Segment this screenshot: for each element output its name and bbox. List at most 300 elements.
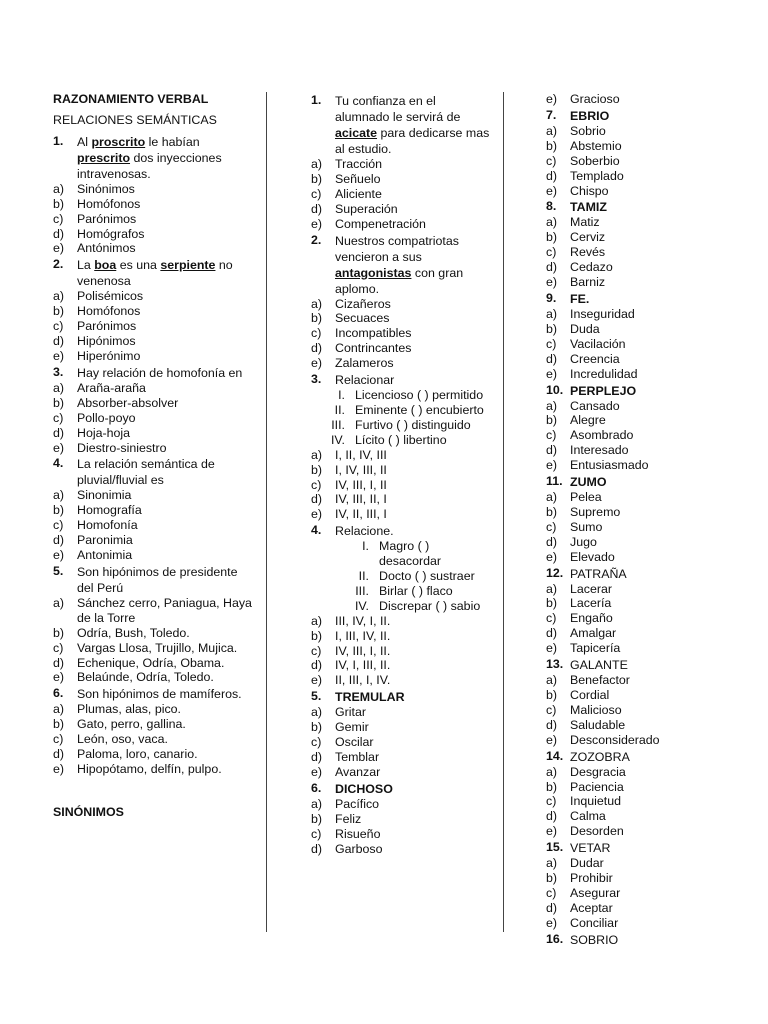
- question-s3: 3. Relacionar: [311, 372, 395, 388]
- match-item: [311, 403, 493, 418]
- option-letter: b): [546, 230, 558, 245]
- option-row: [546, 275, 746, 290]
- option-text: IV, III, I, II: [335, 477, 387, 492]
- option-row: [311, 629, 493, 644]
- option-letter: a): [311, 296, 323, 311]
- option-letter: b): [546, 596, 558, 611]
- options-q5: [53, 596, 253, 685]
- option-letter: d): [53, 747, 65, 762]
- option-letter: a): [546, 398, 558, 413]
- option-text: Pacífico: [335, 796, 380, 811]
- option-text: Amalgar: [570, 626, 617, 641]
- option-row: [311, 614, 493, 629]
- option-text: Chispo: [570, 183, 609, 198]
- option-row: [53, 762, 253, 777]
- option-letter: d): [53, 533, 65, 548]
- option-letter: a): [53, 595, 65, 610]
- option-letter: c): [546, 153, 557, 168]
- option-row: [546, 535, 746, 550]
- option-text: Paciencia: [570, 779, 624, 794]
- page-title: RAZONAMIENTO VERBAL: [53, 92, 209, 106]
- option-text: Antonimia: [77, 548, 133, 563]
- option-text: Araña-araña: [77, 380, 146, 395]
- question-s7: 7. EBRIO: [546, 107, 610, 123]
- option-text: Zalameros: [335, 356, 394, 371]
- question-5: 5. Son hipónimos de presidente del Perú: [53, 563, 238, 595]
- option-letter: e): [311, 507, 323, 522]
- option-letter: b): [311, 462, 323, 477]
- option-row: [311, 463, 493, 478]
- question-s8: 8. TAMIZ: [546, 199, 607, 215]
- question-1: 1. Al proscrito le habían prescrito dos inyecciones intravenosas.: [53, 133, 222, 181]
- option-letter: e): [311, 673, 323, 688]
- option-row: [311, 705, 493, 720]
- option-letter: e): [546, 275, 558, 290]
- option-letter: a): [546, 764, 558, 779]
- option-text: Temblar: [335, 750, 380, 764]
- option-row: [546, 139, 746, 154]
- option-letter: d): [546, 717, 558, 732]
- match-items-s4: [311, 539, 493, 614]
- option-row: [546, 856, 746, 871]
- option-text: Abstemio: [570, 138, 622, 153]
- option-letter: b): [53, 196, 65, 211]
- option-text: Homófonos: [77, 304, 141, 319]
- option-row: [53, 732, 253, 747]
- option-letter: a): [546, 673, 558, 688]
- option-row: [546, 824, 746, 839]
- option-row: [546, 550, 746, 565]
- option-text: Dudar: [570, 856, 604, 871]
- options-s4: [311, 614, 493, 689]
- match-items-s3: [311, 388, 493, 448]
- option-letter: c): [546, 794, 557, 809]
- option-row: [53, 596, 253, 626]
- option-text: Echenique, Odría, Obama.: [77, 655, 225, 670]
- option-letter: e): [311, 216, 323, 231]
- options-s13: [546, 673, 746, 748]
- option-row: [546, 901, 746, 916]
- option-row: [546, 337, 746, 352]
- option-row: [53, 548, 253, 563]
- option-row: [53, 702, 253, 717]
- option-row: [53, 227, 253, 242]
- option-text: Avanzar: [335, 764, 381, 779]
- option-letter: c): [53, 319, 64, 334]
- option-text: Paloma, loro, canario.: [77, 747, 198, 762]
- option-row: [53, 349, 253, 364]
- option-letter: e): [546, 915, 558, 930]
- option-letter: a): [311, 705, 323, 720]
- match-item-text: Lícito ( ) libertino: [355, 432, 447, 447]
- options-s15: [546, 856, 746, 931]
- option-text: Sobrio: [570, 123, 606, 138]
- option-letter: b): [311, 628, 323, 643]
- option-letter: a): [53, 181, 65, 196]
- option-text: Homófonos: [77, 196, 141, 211]
- option-text: Gemir: [335, 720, 369, 735]
- option-row: [311, 720, 493, 735]
- option-text: Feliz: [335, 811, 362, 826]
- question-s2: 2. Nuestros compatriotas vencieron a sus antagonistas con gran aplomo.: [311, 232, 464, 296]
- option-text: Barniz: [570, 275, 606, 290]
- option-letter: d): [546, 809, 558, 824]
- option-row: [311, 187, 493, 202]
- option-text: I, III, IV, II.: [335, 628, 391, 643]
- option-row: [311, 658, 493, 673]
- option-letter: e): [546, 824, 558, 839]
- option-letter: d): [53, 655, 65, 670]
- option-row: [546, 505, 746, 520]
- option-letter: e): [546, 732, 558, 747]
- option-letter: d): [546, 260, 558, 275]
- option-text: Engaño: [570, 611, 613, 626]
- option-text: Desorden: [570, 824, 624, 839]
- option-letter: b): [53, 503, 65, 518]
- option-row: [546, 641, 746, 656]
- option-row: [546, 124, 746, 139]
- option-letter: d): [53, 334, 65, 349]
- page-subtitle: RELACIONES SEMÁNTICAS: [53, 112, 217, 127]
- option-letter: a): [53, 289, 65, 304]
- option-letter: a): [546, 581, 558, 596]
- option-text: Cordial: [570, 688, 610, 702]
- option-row: [53, 241, 253, 256]
- match-item: [311, 433, 493, 448]
- option-row: [546, 399, 746, 414]
- option-letter: b): [53, 717, 65, 732]
- option-text: León, oso, vaca.: [77, 732, 168, 747]
- option-letter: c): [546, 428, 557, 443]
- option-row: [311, 750, 493, 765]
- column-3: [546, 92, 746, 948]
- option-row: [311, 644, 493, 659]
- option-row: [53, 626, 253, 641]
- option-row: [53, 533, 253, 548]
- option-text: Homógrafos: [77, 226, 145, 241]
- option-text: III, IV, I, II.: [335, 613, 391, 628]
- option-text: Homofonía: [77, 518, 138, 533]
- option-row: [311, 492, 493, 507]
- roman-numeral: II.: [334, 402, 345, 417]
- question-s15: 15. VETAR: [546, 840, 611, 856]
- option-text: Lacería: [570, 596, 612, 611]
- option-row: [546, 230, 746, 245]
- option-row: [546, 626, 746, 641]
- match-item-text: Docto ( ) sustraer: [379, 569, 475, 584]
- option-letter: a): [311, 157, 323, 171]
- option-letter: e): [53, 348, 65, 363]
- option-row: [53, 518, 253, 533]
- option-text: Cedazo: [570, 260, 613, 275]
- option-row: [53, 381, 253, 396]
- option-letter: b): [546, 413, 558, 428]
- option-row: [546, 794, 746, 809]
- option-letter: e): [53, 670, 65, 685]
- option-row: [311, 202, 493, 217]
- option-letter: b): [546, 871, 558, 886]
- option-letter: c): [53, 518, 64, 533]
- option-text: Templado: [570, 168, 624, 183]
- option-row: [546, 458, 746, 473]
- option-text: Hoja-hoja: [77, 425, 131, 440]
- option-row: [546, 520, 746, 535]
- option-row: [53, 182, 253, 197]
- option-text: Parónimos: [77, 319, 137, 334]
- option-text: I, II, IV, III: [335, 447, 387, 462]
- option-letter: d): [311, 341, 323, 356]
- option-row: [311, 842, 493, 857]
- option-row: [546, 307, 746, 322]
- option-text: Cansado: [570, 398, 620, 413]
- option-row: [546, 582, 746, 597]
- match-item: [311, 539, 493, 569]
- option-text: Plumas, alas, pico.: [77, 702, 181, 717]
- option-row: [546, 673, 746, 688]
- question-3: 3. Hay relación de homofonía en: [53, 364, 243, 380]
- option-letter: d): [311, 841, 323, 856]
- roman-numeral: II.: [358, 569, 369, 584]
- option-row: [546, 428, 746, 443]
- match-item: [311, 388, 493, 403]
- option-row: [53, 641, 253, 656]
- option-letter: d): [311, 492, 323, 507]
- option-letter: c): [546, 702, 557, 717]
- option-letter: a): [546, 306, 558, 321]
- option-letter: d): [546, 626, 558, 641]
- option-text: Interesado: [570, 443, 629, 458]
- option-row: [311, 507, 493, 522]
- option-text: Desgracia: [570, 764, 626, 779]
- question-s14: 14. ZOZOBRA: [546, 748, 630, 764]
- option-text: Duda: [570, 321, 600, 336]
- option-row: [546, 490, 746, 505]
- option-row: [546, 611, 746, 626]
- option-text: IV, I, III, II.: [335, 658, 391, 673]
- question-s12: 12. PATRAÑA: [546, 565, 627, 581]
- option-text: Entusiasmado: [570, 458, 649, 473]
- roman-numeral: IV.: [354, 598, 369, 613]
- option-row: [311, 673, 493, 688]
- option-text: Desconsiderado: [570, 732, 660, 747]
- option-letter: c): [53, 410, 64, 425]
- option-text: II, III, I, IV.: [335, 673, 391, 688]
- match-item-text: Licencioso ( ) permitido: [355, 388, 484, 403]
- option-text: Diestro-siniestro: [77, 440, 167, 455]
- option-letter: c): [546, 519, 557, 534]
- option-letter: c): [546, 336, 557, 351]
- option-text: Alegre: [570, 413, 606, 428]
- option-row: [311, 356, 493, 371]
- option-row: [53, 747, 253, 762]
- option-text: Tapicería: [570, 641, 621, 656]
- option-letter: a): [53, 380, 65, 395]
- options-s1: [311, 157, 493, 232]
- option-text: Creencia: [570, 351, 620, 366]
- option-row: [546, 688, 746, 703]
- match-item-text: Birlar ( ) flaco: [379, 583, 453, 598]
- question-s5: 5. TREMULAR: [311, 689, 405, 705]
- option-row: [311, 812, 493, 827]
- options-s7: [546, 124, 746, 199]
- option-text: Gato, perro, gallina.: [77, 717, 186, 732]
- options-s14: [546, 765, 746, 840]
- option-row: [311, 478, 493, 493]
- options-s9: [546, 307, 746, 382]
- match-item-text: Magro ( ) desacordar: [379, 539, 441, 569]
- option-letter: c): [311, 186, 322, 201]
- option-row: [53, 212, 253, 227]
- option-letter: b): [53, 395, 65, 410]
- option-text: Vargas Llosa, Trujillo, Mujica.: [77, 640, 238, 655]
- option-row: [53, 304, 253, 319]
- option-text: IV, III, I, II.: [335, 643, 391, 658]
- option-row: [311, 172, 493, 187]
- option-letter: a): [546, 856, 558, 871]
- options-s3: [311, 448, 493, 523]
- option-text: Aliciente: [335, 186, 382, 201]
- option-row: [311, 157, 493, 172]
- roman-numeral: I.: [362, 539, 369, 554]
- option-letter: b): [546, 688, 558, 702]
- option-text: Calma: [570, 809, 606, 824]
- options-s12: [546, 582, 746, 657]
- option-text: Oscilar: [335, 735, 374, 750]
- option-text: Jugo: [570, 534, 597, 549]
- question-6: 6. Son hipónimos de mamíferos.: [53, 686, 242, 702]
- roman-numeral: III.: [331, 417, 345, 432]
- options-q3: [53, 381, 253, 456]
- option-letter: e): [53, 440, 65, 455]
- option-letter: d): [546, 168, 558, 183]
- option-letter: d): [546, 900, 558, 915]
- option-row: [546, 718, 746, 733]
- option-row: [311, 217, 493, 232]
- option-letter: e): [311, 764, 323, 779]
- option-row: [546, 215, 746, 230]
- option-text: Antónimos: [77, 241, 136, 256]
- option-letter: b): [311, 171, 323, 186]
- option-letter: e): [546, 549, 558, 564]
- question-s4: 4. Relacione.: [311, 523, 394, 539]
- option-row: [546, 765, 746, 780]
- option-letter: d): [546, 443, 558, 458]
- option-letter: e): [546, 366, 558, 381]
- question-s11: 11. ZUMO: [546, 474, 607, 490]
- option-letter: a): [546, 215, 558, 230]
- option-text: Aceptar: [570, 900, 613, 915]
- option-text: Incredulidad: [570, 366, 638, 381]
- option-text: Risueño: [335, 826, 381, 841]
- option-row: [53, 488, 253, 503]
- option-text: Absorber-absolver: [77, 395, 179, 410]
- option-letter: b): [311, 720, 323, 735]
- option-text: I, IV, III, II: [335, 462, 387, 477]
- option-row: [53, 441, 253, 456]
- question-s16: 16. SOBRIO: [546, 931, 619, 947]
- match-item: [311, 418, 493, 433]
- option-letter: d): [311, 201, 323, 216]
- option-text: Saludable: [570, 717, 626, 732]
- option-row: [546, 260, 746, 275]
- option-text: Contrincantes: [335, 341, 412, 356]
- option-row: e) Gracioso: [546, 92, 620, 106]
- roman-numeral: IV.: [330, 432, 345, 447]
- option-letter: d): [311, 658, 323, 673]
- question-s1: 1. Tu confianza en el alumnado le servirá de acicate para dedicarse mas al estudio.: [311, 93, 490, 156]
- option-row: [311, 765, 493, 780]
- option-row: [53, 334, 253, 349]
- option-row: [311, 735, 493, 750]
- option-text: Hiperónimo: [77, 348, 141, 363]
- option-letter: c): [311, 826, 322, 841]
- option-text: Compenetración: [335, 216, 426, 231]
- option-letter: e): [546, 641, 558, 656]
- option-row: [546, 596, 746, 611]
- option-letter: d): [546, 351, 558, 366]
- option-text: Gritar: [335, 705, 366, 720]
- option-text: Cerviz: [570, 230, 606, 245]
- option-letter: d): [546, 534, 558, 549]
- option-text: Vacilación: [570, 336, 626, 351]
- option-text: Prohibir: [570, 871, 613, 886]
- option-letter: c): [546, 885, 557, 900]
- option-row: [546, 703, 746, 718]
- option-row: [546, 413, 746, 428]
- roman-numeral: III.: [355, 583, 369, 598]
- option-letter: e): [546, 183, 558, 198]
- column-divider-1: [266, 92, 267, 932]
- option-letter: b): [53, 304, 65, 319]
- option-text: Homografía: [77, 503, 142, 518]
- option-letter: c): [53, 732, 64, 747]
- option-letter: e): [53, 241, 65, 256]
- option-text: Malicioso: [570, 702, 622, 717]
- match-item: [311, 584, 493, 599]
- option-row: [546, 184, 746, 199]
- match-item-text: Furtivo ( ) distinguido: [355, 417, 471, 432]
- question-s6: 6. DICHOSO: [311, 780, 393, 796]
- option-row: [546, 352, 746, 367]
- question-2: 2. La boa es una serpiente no venenosa: [53, 257, 233, 289]
- roman-numeral: I.: [338, 388, 345, 403]
- option-row: [311, 341, 493, 356]
- option-row: [53, 319, 253, 334]
- option-letter: e): [546, 458, 558, 473]
- question-4: 4. La relación semántica de pluvial/fluvial es: [53, 456, 215, 488]
- option-text: Matiz: [570, 215, 600, 230]
- options-s6: [311, 797, 493, 857]
- option-row: [53, 656, 253, 671]
- option-row: [546, 733, 746, 748]
- option-letter: a): [546, 123, 558, 138]
- option-row: [53, 717, 253, 732]
- option-text: Asegurar: [570, 885, 621, 900]
- option-letter: b): [546, 504, 558, 519]
- option-letter: d): [53, 226, 65, 241]
- option-text: Belaúnde, Odría, Toledo.: [77, 670, 214, 685]
- option-text: Odría, Bush, Toledo.: [77, 625, 190, 640]
- option-letter: d): [311, 750, 323, 764]
- options-q4: [53, 488, 253, 563]
- option-text: Conciliar: [570, 915, 619, 930]
- option-row: [546, 322, 746, 337]
- column-1: [53, 92, 253, 820]
- options-s11: [546, 490, 746, 565]
- option-text: Tracción: [335, 157, 383, 171]
- option-letter: a): [546, 490, 558, 505]
- option-letter: b): [53, 625, 65, 640]
